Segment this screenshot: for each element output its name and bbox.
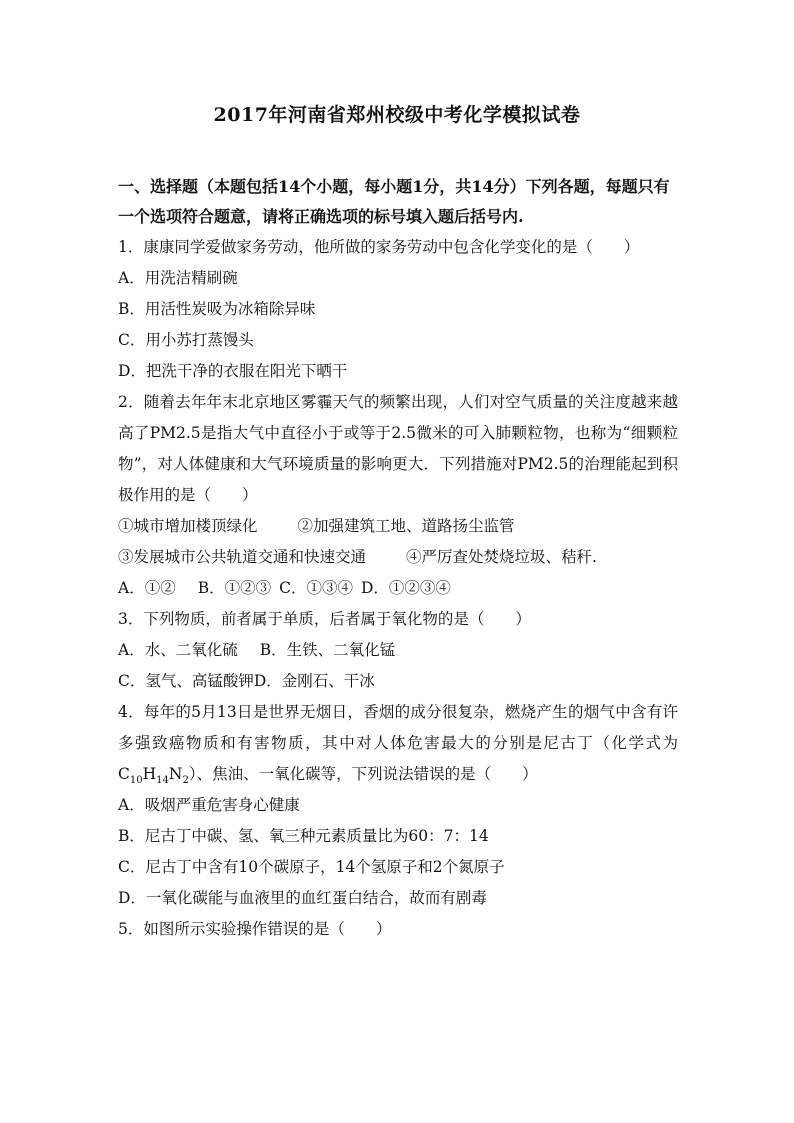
question-2-option-d: D．①②③④ [360, 579, 451, 597]
question-1-option-d: D．把洗干净的衣服在阳光下晒干 [118, 362, 348, 380]
question-2-measure-3: ③发展城市公共轨道交通和快速交通 [118, 548, 367, 566]
question-2-stem: 2．随着去年年末北京地区雾霾天气的频繁出现，人们对空气质量的关注度越来越高了PM2.5是指大气中直径小于或等于2.5微米的可入肺颗粒物，也称为“细颗粒物”，对人体健康和大气环境质量的影响更大．下列措施对PM2.5的治理能起到积极作用的是（ ） [118, 393, 678, 504]
question-3-option-c: C．氢气、高锰酸钾 [118, 672, 254, 690]
question-4-subscript-h: 14 [156, 775, 169, 787]
question-2-measure-1: ①城市增加楼顶绿化 [118, 517, 258, 535]
question-2-options [118, 573, 678, 604]
question-3-options-row-1 [118, 635, 678, 666]
question-4-stem [118, 697, 678, 790]
question-2-option-b: B．①②③ [197, 579, 272, 597]
question-4-subscript-n: 2 [182, 775, 189, 787]
question-3-stem: 3．下列物质，前者属于单质，后者属于氧化物的是（ ） [118, 610, 531, 628]
question-1-option-a: A．用洗洁精刷碗 [118, 269, 238, 287]
question-4-stem-part-a: 4．每年的5月13日是世界无烟日，香烟的成分很复杂，燃烧产生的烟气中含有许多强致癌物质和有害物质，其中对人体危害最大的分别是尼古丁（化学式为C [118, 703, 678, 783]
question-list [118, 232, 678, 945]
question-4-option-b: B．尼古丁中碳、氢、氧三种元素质量比为60：7：14 [118, 827, 489, 845]
question-3-option-a: A．水、二氧化硫 [118, 641, 238, 659]
question-3-option-d: D．金刚石、干冰 [253, 672, 375, 690]
question-1-option-c: C．用小苏打蒸馒头 [118, 331, 254, 349]
question-4-option-d: D．一氧化碳能与血液里的血红蛋白结合，故而有剧毒 [118, 889, 487, 907]
question-4-stem-part-b: ）、焦油、一氧化碳等，下列说法错误的是（ ） [188, 765, 538, 783]
question-1-stem: 1．康康同学爱做家务劳动，他所做的家务劳动中包含化学变化的是（ ） [118, 238, 640, 256]
question-4-formula-h: H [142, 765, 157, 783]
question-2-measures-row-1 [118, 511, 678, 542]
section-heading: 一、选择题（本题包括14个小题，每小题1分，共14分）下列各题，每题只有一个选项符合题意，请将正确选项的标号填入题后括号内. [118, 177, 670, 226]
question-4-formula-n: N [168, 765, 183, 783]
question-5-stem: 5．如图所示实验操作错误的是（ ） [118, 920, 392, 938]
question-4-option-a: A．吸烟严重危害身心健康 [118, 796, 300, 814]
question-2-option-c: C．①③④ [279, 579, 353, 597]
page-title: 2017年河南省郑州校级中考化学模拟试卷 [213, 104, 581, 126]
question-3-option-b: B．生铁、二氧化锰 [259, 641, 396, 659]
question-2-measures-row-2 [118, 542, 678, 573]
question-4-subscript-c: 10 [129, 775, 143, 787]
question-2-measure-2: ②加强建筑工地、道路扬尘监管 [297, 517, 515, 535]
question-2-option-a: A．①② [118, 579, 176, 597]
question-1-option-b: B．用活性炭吸为冰箱除异味 [118, 300, 316, 318]
question-4-option-c: C．尼古丁中含有10个碳原子，14个氢原子和2个氮原子 [118, 858, 505, 876]
question-3-options-row-2 [118, 666, 678, 697]
question-2-measure-4: ④严厉查处焚烧垃圾、秸秆. [406, 548, 597, 566]
